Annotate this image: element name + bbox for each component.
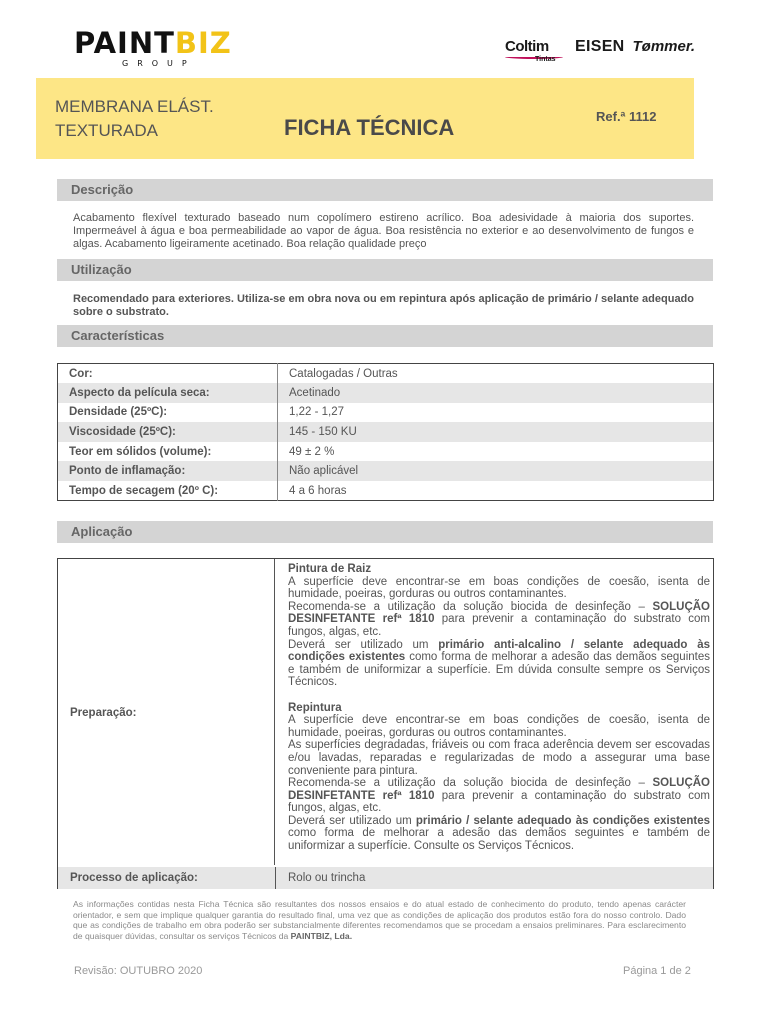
table-row	[58, 481, 714, 501]
row-value: 4 a 6 horas	[289, 484, 347, 497]
row-label: Densidade (25ºC):	[58, 403, 278, 423]
row-label: Viscosidade (25ºC):	[58, 422, 278, 442]
section-header-aplicacao	[57, 521, 713, 543]
process-value: Rolo ou trincha	[288, 872, 366, 884]
product-reference: Ref.ª 1112	[596, 109, 657, 124]
disclaimer-company: PAINTBIZ, Lda.	[290, 930, 353, 941]
row-value: Acetinado	[278, 383, 714, 403]
row-label: Aspecto da película seca:	[58, 383, 278, 403]
section-header-descricao	[57, 179, 713, 201]
repintura-paragraph-3: Recomenda-se a utilização da solução biocida de desinfeção – SOLUÇÃO DESINFETANTE refª 1810 para prevenir a contaminação do substrato com fungos, algas, etc.	[288, 777, 711, 815]
descricao-text: Acabamento flexível texturado baseado num copolímero estireno acrílico. Boa adesividade à maioria dos suportes. Impermeável à água e boa permeabilidade ao vapor de água. Boa resistência no exterior e ao desenvolvimento de fungos e algas. Acabamento ligeiramente acetinado. Boa relação qualidade preço	[73, 212, 694, 250]
section-title: Utilização	[71, 262, 132, 277]
coltim-name: Coltim	[505, 38, 549, 55]
logo-paint: PAINT	[74, 26, 175, 60]
application-table	[57, 558, 714, 889]
document-title: FICHA TÉCNICA	[284, 115, 455, 140]
table-row	[58, 364, 714, 384]
section-title: Aplicação	[71, 524, 133, 539]
table-row	[58, 867, 714, 889]
repintura-paragraph-1: A superfície deve encontrar-se em boas condições de coesão, isenta de humidade, poeiras, gorduras ou outros contaminantes.	[288, 714, 710, 739]
raiz-paragraph-2: Recomenda-se a utilização da solução biocida de desinfeção – SOLUÇÃO DESINFETANTE refª 1810 para prevenir a contaminação do substrato com fungos, algas, etc.	[288, 600, 711, 638]
logo-group: GROUP	[122, 59, 196, 68]
row-value: 49 ± 2 %	[289, 445, 335, 458]
section-header-caracteristicas	[57, 325, 713, 347]
characteristics-table	[57, 363, 714, 501]
row-label: Ponto de inflamação:	[58, 461, 278, 481]
repintura-paragraph-4: Deverá ser utilizado um primário / selante adequado às condições existentes como forma de melhorar a adesão das demãos seguintes e também de uniformizar a superfície. Consulte os Serviços Técnicos.	[288, 814, 710, 853]
logo-biz: BIZ	[174, 26, 232, 60]
table-row	[58, 461, 714, 481]
row-label: Tempo de secagem (20º C):	[58, 481, 278, 501]
table-row	[58, 383, 714, 403]
row-value: 1,22 - 1,27	[289, 406, 344, 419]
table-row	[58, 442, 714, 462]
brand-logos	[505, 38, 696, 63]
row-label: Cor:	[58, 364, 278, 384]
coltim-logo	[505, 38, 567, 63]
row-value: Não aplicável	[278, 461, 714, 481]
coltim-tintas: Tintas	[535, 56, 556, 63]
raiz-paragraph-3: Deverá ser utilizado um primário anti-alcalino / selante adequado às condições existentes como forma de melhorar a adesão das demãos seguintes e também de uniformizar a superfície. Em dúvida consulte sempre os Serviços Técnicos.	[288, 638, 711, 689]
section-title: Características	[71, 328, 165, 343]
revision-date: Revisão: OUTUBRO 2020	[74, 965, 203, 977]
tommer-logo: Tømmer.	[632, 38, 696, 55]
raiz-paragraph-1: A superfície deve encontrar-se em boas condições de coesão, isenta de humidade, poeiras, gorduras ou outros contaminantes.	[288, 575, 710, 601]
title-banner	[36, 78, 694, 159]
section-title: Descrição	[71, 182, 134, 197]
product-name	[55, 95, 214, 143]
row-value: Catalogadas / Outras	[289, 367, 398, 380]
disclaimer: As informações contidas nesta Ficha Técnica são resultantes dos nossos ensaios e do atual estado de conhecimento do produto, tendo apenas carácter orientador, e sem que implique qualquer garantia do resultado final, uma vez que as condições de aplicação dos produtos estão fora do nosso controlo. Dado que as condições de trabalho em obra poderão ser substancialmente diferentes recomendamos que se procedam a ensaios preliminares. Para esclarecimento de quaisquer dúvidas, consultar os serviços Técnicos da PAINTBIZ, Lda.	[73, 899, 686, 941]
paintbiz-logo	[74, 28, 232, 68]
process-label: Processo de aplicação:	[70, 872, 198, 884]
product-name-line1: MEMBRANA ELÁST.	[55, 97, 214, 116]
raiz-title: Pintura de Raiz	[288, 563, 372, 575]
row-value: 145 - 150 KU	[278, 422, 714, 442]
repintura-paragraph-2: As superfícies degradadas, friáveis ou com fraca aderência devem ser escovadas e/ou lavadas, reparadas e regularizadas de modo a assegurar uma base conveniente para pintura.	[288, 739, 710, 777]
preparation-label-cell	[58, 559, 275, 865]
table-row	[58, 403, 714, 423]
preparation-label: Preparação:	[70, 707, 137, 719]
preparation-content	[288, 563, 710, 853]
utilizacao-text: Recomendado para exteriores. Utiliza-se em obra nova ou em repintura após aplicação de primário / selante adequado sobre o substrato.	[73, 293, 694, 318]
table-row	[58, 422, 714, 442]
row-label: Teor em sólidos (volume):	[58, 442, 278, 462]
page-number: Página 1 de 2	[623, 965, 691, 977]
section-header-utilizacao	[57, 259, 713, 281]
eisen-logo: EISEN	[575, 38, 625, 55]
repintura-title: Repintura	[288, 701, 342, 714]
product-name-line2: TEXTURADA	[55, 121, 158, 140]
